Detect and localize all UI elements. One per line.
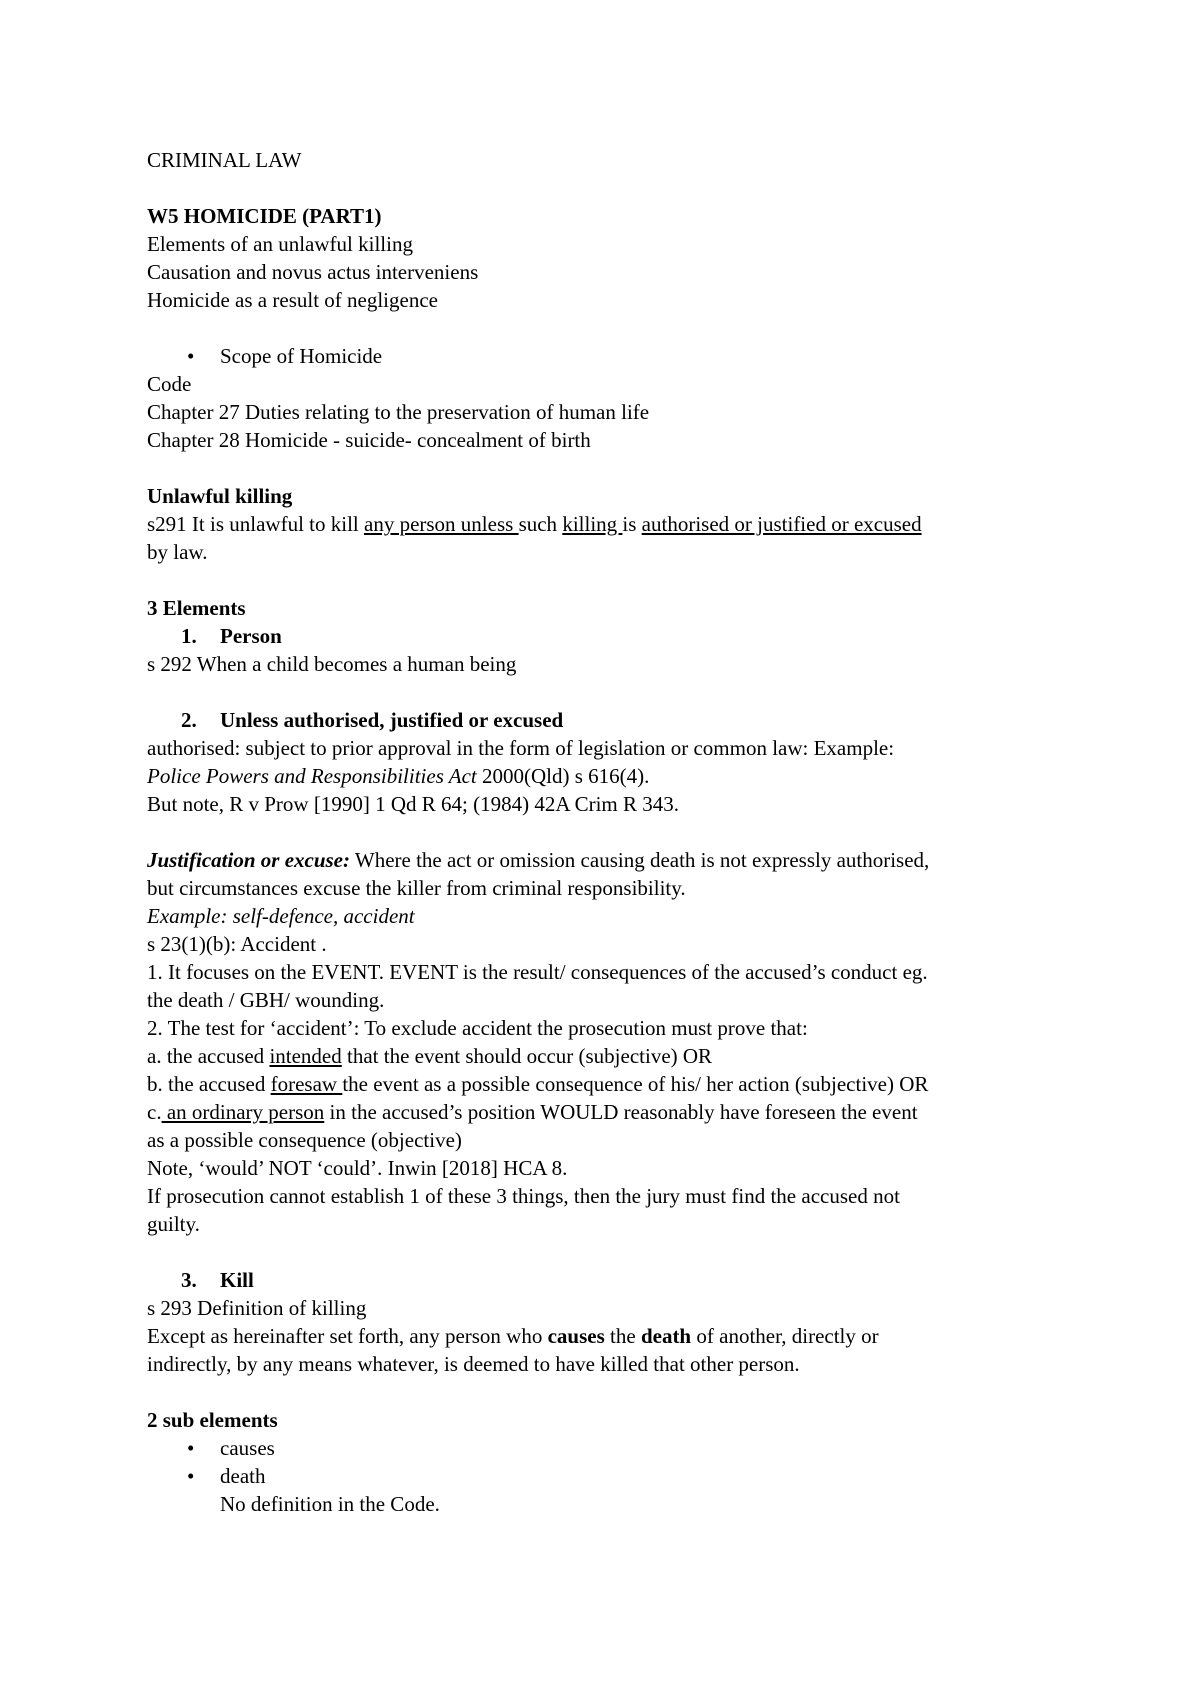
chapter-28: Chapter 28 Homicide - suicide- concealment of birth: [147, 428, 591, 452]
prow-note: But note, R v Prow [1990] 1 Qd R 64; (1984) 42A Crim R 343.: [147, 792, 680, 816]
point-1-cont: the death / GBH/ wounding.: [147, 988, 385, 1012]
if-prosecution: If prosecution cannot establish 1 of these 3 things, then the jury must find the accused not: [147, 1184, 900, 1208]
justification-line: but circumstances excuse the killer from criminal responsibility.: [147, 876, 686, 900]
bullet-causes: • causes: [147, 1434, 1067, 1462]
point-1: 1. It focuses on the EVENT. EVENT is the result/ consequences of the accused’s conduct eg.: [147, 960, 928, 984]
test-c-cont: as a possible consequence (objective): [147, 1128, 462, 1152]
test-a: a. the accused intended that the event should occur (subjective) OR: [147, 1044, 713, 1068]
point-2: 2. The test for ‘accident’: To exclude accident the prosecution must prove that:: [147, 1016, 808, 1040]
example-line: Example: self-defence, accident: [147, 904, 415, 928]
s291-text-cont: by law.: [147, 540, 208, 564]
no-definition: No definition in the Code.: [220, 1492, 440, 1516]
topic-line: Causation and novus actus interveniens: [147, 260, 479, 284]
accident-line: s 23(1)(b): Accident .: [147, 932, 327, 956]
week-title: W5 HOMICIDE (PART1): [147, 204, 382, 228]
chapter-27: Chapter 27 Duties relating to the preservation of human life: [147, 400, 650, 424]
element-kill: 3. Kill: [181, 1268, 254, 1292]
s293-text-cont: indirectly, by any means whatever, is deemed to have killed that other person.: [147, 1352, 800, 1376]
act-citation: Police Powers and Responsibilities Act 2000(Qld) s 616(4).: [147, 764, 650, 788]
document-page: [147, 146, 1067, 1518]
s293-text: Except as hereinafter set forth, any person who causes the death of another, directly or: [147, 1324, 879, 1348]
topic-line: Elements of an unlawful killing: [147, 232, 413, 256]
code-label: Code: [147, 372, 192, 396]
s293-heading: s 293 Definition of killing: [147, 1296, 367, 1320]
element-unless: 2. Unless authorised, justified or excused: [181, 708, 564, 732]
bullet-death: • death: [147, 1462, 1067, 1490]
bullet-scope: • Scope of Homicide: [147, 342, 1067, 370]
unlawful-killing-heading: Unlawful killing: [147, 484, 293, 508]
s292-text: s 292 When a child becomes a human being: [147, 652, 517, 676]
justification-line: Justification or excuse: Where the act or omission causing death is not expressly authorised,: [147, 848, 930, 872]
would-note: Note, ‘would’ NOT ‘could’. Inwin [2018] HCA 8.: [147, 1156, 568, 1180]
elements-heading: 3 Elements: [147, 596, 246, 620]
if-prosecution-cont: guilty.: [147, 1212, 200, 1236]
test-b: b. the accused foresaw the event as a possible consequence of his/ her action (subjective) OR: [147, 1072, 929, 1096]
test-c: c. an ordinary person in the accused’s position WOULD reasonably have foreseen the event: [147, 1100, 918, 1124]
element-person: 1. Person: [181, 624, 282, 648]
s291-text: s291 It is unlawful to kill any person unless such killing is authorised or justified or excused: [147, 512, 922, 536]
course-title: CRIMINAL LAW: [147, 148, 302, 172]
topic-line: Homicide as a result of negligence: [147, 288, 438, 312]
authorised-text: authorised: subject to prior approval in the form of legislation or common law: Example:: [147, 736, 895, 760]
sub-elements-heading: 2 sub elements: [147, 1408, 278, 1432]
